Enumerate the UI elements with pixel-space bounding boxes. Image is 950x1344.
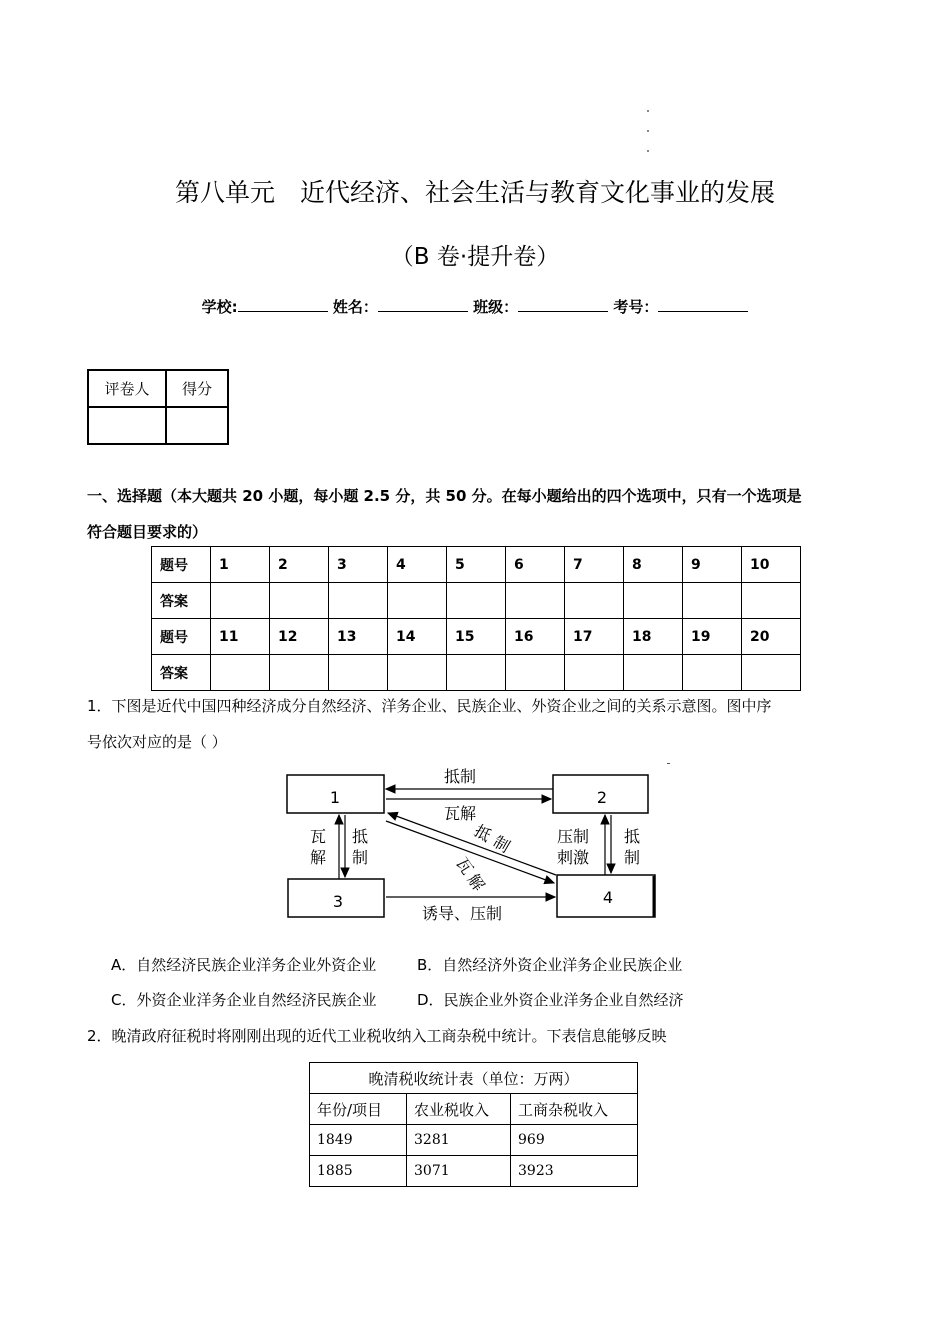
section-heading: 一、选择题（本大题共 20 小题，每小题 2.5 分，共 50 分。在每小题给出的四个选项中，只有一个选项是 符合题目要求的） <box>87 487 802 541</box>
question-number: 8 <box>624 547 683 583</box>
tax-table-caption: 晚清税收统计表（单位：万两） <box>310 1063 638 1094</box>
label-top-lower: 瓦解 <box>443 804 477 823</box>
question-number: 19 <box>683 619 742 655</box>
label-right-a: 压制 <box>556 827 590 846</box>
label-diag-lower: 瓦解 <box>452 854 491 898</box>
answer-cell[interactable] <box>683 655 742 691</box>
page-title: 第八单元 近代经济、社会生活与教育文化事业的发展 <box>174 178 775 207</box>
label-right-c: 抵 <box>623 827 641 846</box>
table-row <box>310 1063 638 1094</box>
table-row <box>152 547 801 583</box>
table-row <box>310 1094 638 1125</box>
answer-cell[interactable] <box>683 583 742 619</box>
column-header: 农业税收入 <box>407 1094 511 1125</box>
answer-cell[interactable] <box>329 655 388 691</box>
school-blank[interactable] <box>238 298 328 312</box>
grader-table <box>87 369 229 445</box>
table-row <box>152 583 801 619</box>
box-2-label: 2 <box>596 788 608 807</box>
box-3-label: 3 <box>332 892 344 911</box>
answer-cell[interactable] <box>565 655 624 691</box>
question-number: 6 <box>506 547 565 583</box>
table-row <box>310 1125 638 1156</box>
row-label: 答案 <box>152 655 211 691</box>
table-cell: 969 <box>511 1125 638 1156</box>
question-number: 3 <box>329 547 388 583</box>
box-1-label: 1 <box>329 788 341 807</box>
name-label: 姓名： <box>332 298 378 316</box>
answer-cell[interactable] <box>742 655 801 691</box>
answer-cell[interactable] <box>270 655 329 691</box>
option-a[interactable]: A．自然经济民族企业洋务企业外资企业 <box>111 956 377 974</box>
table-cell: 3923 <box>511 1156 638 1187</box>
question-2-text: 2．晚清政府征税时将刚刚出现的近代工业税收纳入工商杂税中统计。下表信息能够反映 <box>87 1027 667 1045</box>
answer-cell[interactable] <box>742 583 801 619</box>
question-number: 4 <box>388 547 447 583</box>
question-number: 16 <box>506 619 565 655</box>
question-number: 18 <box>624 619 683 655</box>
question-1-text: 1．下图是近代中国四种经济成分自然经济、洋务企业、民族企业、外资企业之间的关系示意图。图中序 号依次对应的是（ ） <box>87 697 772 751</box>
answer-table <box>151 546 801 691</box>
answer-cell[interactable] <box>624 583 683 619</box>
answer-cell[interactable] <box>447 655 506 691</box>
label-right-b: 刺激 <box>556 848 590 867</box>
column-header: 年份/项目 <box>310 1094 407 1125</box>
row-label: 题号 <box>152 547 211 583</box>
column-header: 工商杂税收入 <box>511 1094 638 1125</box>
label-left-a: 瓦 <box>309 827 327 846</box>
exam-no-blank[interactable] <box>658 298 748 312</box>
question-number: 14 <box>388 619 447 655</box>
label-left-d: 制 <box>351 848 369 867</box>
class-label: 班级： <box>473 298 519 316</box>
answer-cell[interactable] <box>329 583 388 619</box>
decor-dot <box>647 110 649 112</box>
table-cell: 1885 <box>310 1156 407 1187</box>
label-bottom: 诱导、压制 <box>421 904 503 923</box>
box-4-label: 4 <box>602 888 614 907</box>
option-c[interactable]: C．外资企业洋务企业自然经济民族企业 <box>111 991 377 1009</box>
answer-cell[interactable] <box>447 583 506 619</box>
question-number: 17 <box>565 619 624 655</box>
student-info-line <box>0 296 950 317</box>
question-number: 2 <box>270 547 329 583</box>
economy-relation-diagram <box>280 762 670 924</box>
answer-cell[interactable] <box>388 655 447 691</box>
score-cell[interactable] <box>166 407 228 444</box>
question-number: 11 <box>211 619 270 655</box>
label-right-d: 制 <box>623 848 641 867</box>
label-diag-upper: 抵制 <box>470 821 519 860</box>
row-label: 答案 <box>152 583 211 619</box>
question-number: 13 <box>329 619 388 655</box>
grader-cell[interactable] <box>88 407 166 444</box>
class-blank[interactable] <box>518 298 608 312</box>
question-number: 12 <box>270 619 329 655</box>
answer-cell[interactable] <box>624 655 683 691</box>
table-cell: 3281 <box>407 1125 511 1156</box>
option-d[interactable]: D．民族企业外资企业洋务企业自然经济 <box>417 991 684 1009</box>
label-left-c: 抵 <box>351 827 369 846</box>
tax-table <box>309 1062 638 1187</box>
question-number: 10 <box>742 547 801 583</box>
row-label: 题号 <box>152 619 211 655</box>
decor-dot <box>667 763 670 764</box>
question-number: 20 <box>742 619 801 655</box>
school-label: 学校: <box>201 298 238 316</box>
answer-cell[interactable] <box>270 583 329 619</box>
page-subtitle: （B 卷·提升卷） <box>390 244 560 270</box>
answer-cell[interactable] <box>211 583 270 619</box>
answer-cell[interactable] <box>211 655 270 691</box>
option-b[interactable]: B．自然经济外资企业洋务企业民族企业 <box>417 956 683 974</box>
question-number: 9 <box>683 547 742 583</box>
question-number: 7 <box>565 547 624 583</box>
exam-no-label: 考号： <box>613 298 659 316</box>
table-row <box>152 619 801 655</box>
label-left-b: 解 <box>309 848 327 867</box>
decor-dot <box>647 150 649 152</box>
answer-cell[interactable] <box>388 583 447 619</box>
table-row <box>152 655 801 691</box>
decor-dot <box>647 130 649 132</box>
question-number: 1 <box>211 547 270 583</box>
answer-cell[interactable] <box>565 583 624 619</box>
table-row <box>310 1156 638 1187</box>
score-header: 得分 <box>166 370 228 407</box>
answer-cell[interactable] <box>506 655 565 691</box>
label-top-upper: 抵制 <box>443 767 477 786</box>
name-blank[interactable] <box>378 298 468 312</box>
table-cell: 3071 <box>407 1156 511 1187</box>
table-cell: 1849 <box>310 1125 407 1156</box>
question-number: 5 <box>447 547 506 583</box>
question-number: 15 <box>447 619 506 655</box>
grader-header: 评卷人 <box>88 370 166 407</box>
answer-cell[interactable] <box>506 583 565 619</box>
